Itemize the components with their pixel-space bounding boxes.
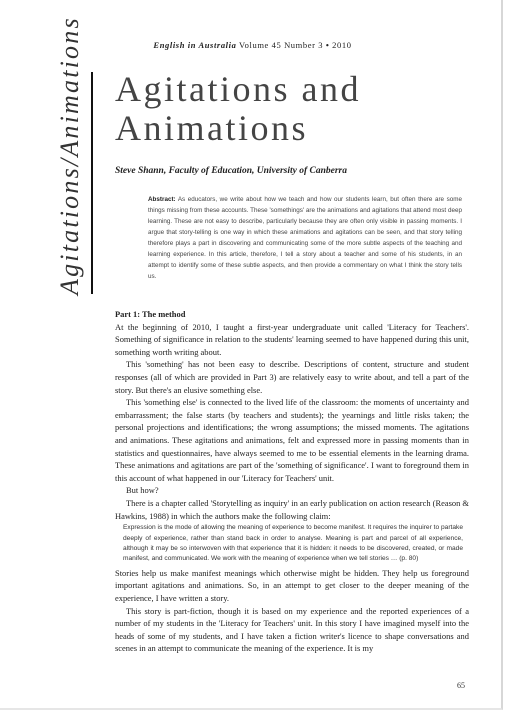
journal-year: 2010 xyxy=(332,40,352,50)
paragraph-2: This 'something' has not been easy to describe. Descriptions of content, structure and student responses (all of which are provided in Part 3) are relatively easy to write about, and tell a part of the story. But there's an elusive something else. xyxy=(115,359,469,395)
abstract xyxy=(148,194,462,282)
paragraph-3: This 'something else' is connected to the lived life of the classroom: the moments of uncertainty and embarrassment; the false starts (by teachers and students); the yearnings and little risks taken; the personal projections and identifications; the wrong assumptions; the missed moments. The agitations and animations. These agitations and animations, felt and expressed more in passing moments than in statistics and questionnaires, have always seemed to me to be essential elements in the learning drama. These animations and agitations are part of the 'something of significance'. I want to foreground them in this account of what happened in our 'Literacy for Teachers' unit. xyxy=(115,397,469,483)
page-number: 65 xyxy=(457,681,465,690)
abstract-label: Abstract: xyxy=(148,196,176,203)
block-quote: Expression is the mode of allowing the meaning of experience to become manifest. It requires the inquirer to partake deeply of experience, rather than stand back in order to analyse. Meaning is part and parcel of all experience, although it may be so interwoven with that experience that it is hidden: it needs to be discovered, created, or made manifest, and communicated. We work with the meaning of experience when we tell stories … (p. 80) xyxy=(123,524,463,563)
article-title-line-2: Animations xyxy=(115,108,308,148)
paragraph-6: Stories help us make manifest meanings which otherwise might be hidden. They help us foreground important agitations and animations. So, in an attempt to get closer to the deeper meaning of the experience, I have written a story. xyxy=(115,567,469,603)
paragraph-1: At the beginning of 2010, I taught a first-year undergraduate unit called 'Literacy for Teachers'. Something of significance in relation to the students' learning seemed to have happened during this unit, something worth writing about. xyxy=(115,321,469,357)
paragraph-7: This story is part-fiction, though it is based on my experience and the reported experiences of a number of my students in the 'Literacy for Teachers' unit. In this story I have imagined myself into the heads of some of my students, and I have taken a fiction writer's licence to shape conversations and scenes in an attempt to communicate the meaning of the experience. It is my xyxy=(115,605,469,654)
paragraph-4: But how? xyxy=(126,485,159,496)
article-title-line-1: Agitations and xyxy=(115,69,361,109)
article-body xyxy=(115,308,469,655)
side-title-rule xyxy=(91,72,93,294)
abstract-text: As educators, we write about how we teach and how our students learn, but often there are some things missing from these accounts. These 'somethings' are the animations and agitations that attend most deep learning. These are not easy to describe, particularly because they are often only visible in passing moments. I argue that story-telling is one way in which these animations and agitations can be seen, and that story telling therefore plays a part in discovering and communicating some of the more subtle aspects of the teaching and learning experience. In this article, therefore, I tell a story about a teacher and some of his students, in an attempt to identify some of these subtle aspects, and then provide a commentary on what I think the story tells us. xyxy=(148,196,462,280)
author-line: Steve Shann, Faculty of Education, University of Canberra xyxy=(115,166,347,176)
side-title: Agitations/Animations xyxy=(55,16,84,295)
side-title-container xyxy=(52,16,88,295)
paragraph-5: There is a chapter called 'Storytelling as inquiry' in an early publication on action research (Reason & Hawkins, 1988) in which the authors make the following claim: xyxy=(115,497,469,521)
journal-name: English in Australia xyxy=(153,40,237,50)
header-separator: • xyxy=(325,40,330,50)
article-title xyxy=(115,70,495,148)
section-heading: Part 1: The method xyxy=(115,309,186,319)
journal-volume: Volume 45 Number 3 xyxy=(239,40,324,50)
